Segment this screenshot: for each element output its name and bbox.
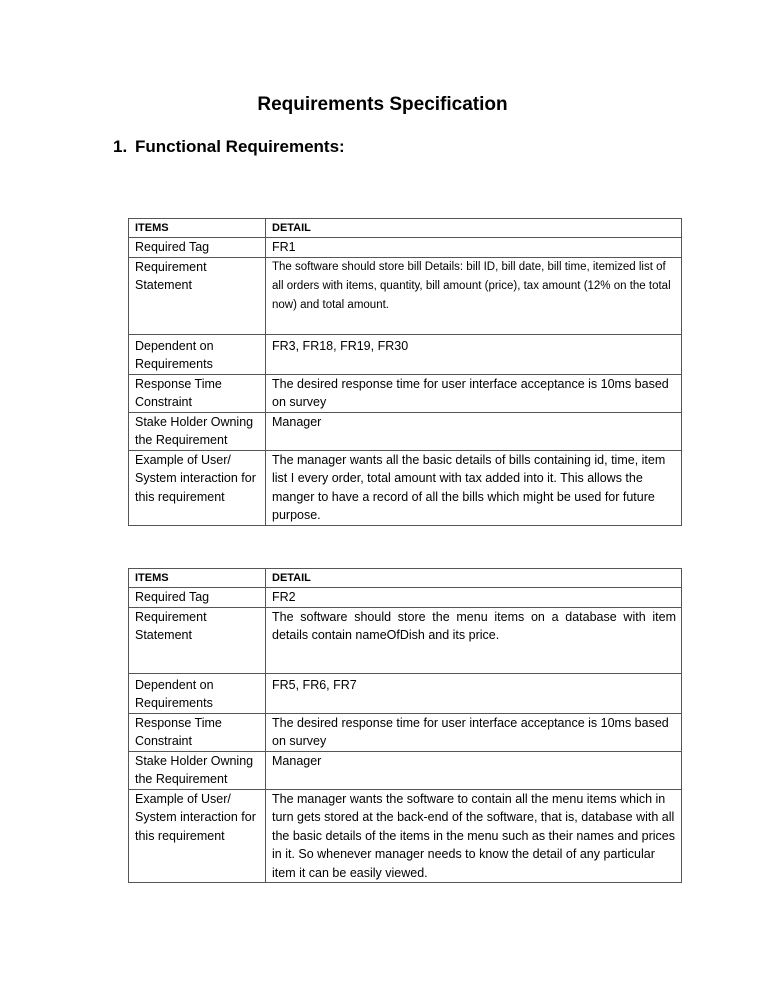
- table-row: [129, 588, 682, 608]
- table-row: [129, 789, 682, 883]
- row-value: The desired response time for user interface acceptance is 10ms based on survey: [266, 713, 682, 751]
- table-row: [129, 607, 682, 673]
- row-value: The manager wants all the basic details of bills containing id, time, item list I every order, total amount with tax added into it. This allows the manger to have a record of all the bills which might be used for future purpose.: [266, 450, 682, 525]
- table-header-row: [129, 569, 682, 588]
- table-row: [129, 673, 682, 713]
- section-title: Functional Requirements:: [135, 137, 345, 156]
- table-row: [129, 334, 682, 374]
- row-label: Response Time Constraint: [129, 713, 266, 751]
- section-number: 1.: [113, 137, 128, 156]
- header-items: ITEMS: [129, 569, 266, 588]
- table-row: [129, 450, 682, 525]
- row-label: Example of User/ System interaction for this requirement: [129, 789, 266, 883]
- row-label: Dependent on Requirements: [129, 334, 266, 374]
- section-heading: [113, 135, 345, 159]
- row-value: The software should store bill Details: bill ID, bill date, bill time, itemized list of all orders with items, quantity, bill amount (price), tax amount (12% on the total now) and total amount.: [266, 257, 682, 334]
- row-value: Manager: [266, 751, 682, 789]
- row-value: FR5, FR6, FR7: [266, 673, 682, 713]
- row-label: Required Tag: [129, 238, 266, 258]
- row-value: FR2: [266, 588, 682, 608]
- row-value: Manager: [266, 412, 682, 450]
- table-header-row: [129, 219, 682, 238]
- requirement-table-fr1: [128, 218, 682, 526]
- row-value: The software should store the menu items on a database with item details contain nameOfDish and its price.: [266, 607, 682, 673]
- header-detail: DETAIL: [266, 569, 682, 588]
- table-row: [129, 713, 682, 751]
- row-label: Requirement Statement: [129, 257, 266, 334]
- row-label: Requirement Statement: [129, 607, 266, 673]
- row-label: Example of User/ System interaction for this requirement: [129, 450, 266, 525]
- table-row: [129, 238, 682, 258]
- row-label: Stake Holder Owning the Requirement: [129, 751, 266, 789]
- row-value: The manager wants the software to contain all the menu items which in turn gets stored at the back-end of the software, that is, database with all the basic details of the items in the menu such as their names and prices in it. So whenever manager needs to know the detail of any particular item it can be easily viewed.: [266, 789, 682, 883]
- row-label: Required Tag: [129, 588, 266, 608]
- header-items: ITEMS: [129, 219, 266, 238]
- table-row: [129, 257, 682, 334]
- row-value: The desired response time for user interface acceptance is 10ms based on survey: [266, 374, 682, 412]
- header-detail: DETAIL: [266, 219, 682, 238]
- table-row: [129, 412, 682, 450]
- page-title: Requirements Specification: [257, 94, 508, 115]
- row-label: Response Time Constraint: [129, 374, 266, 412]
- table-row: [129, 374, 682, 412]
- row-label: Stake Holder Owning the Requirement: [129, 412, 266, 450]
- row-label: Dependent on Requirements: [129, 673, 266, 713]
- table-row: [129, 751, 682, 789]
- row-value: FR3, FR18, FR19, FR30: [266, 334, 682, 374]
- requirement-table-fr2: [128, 568, 682, 883]
- row-value: FR1: [266, 238, 682, 258]
